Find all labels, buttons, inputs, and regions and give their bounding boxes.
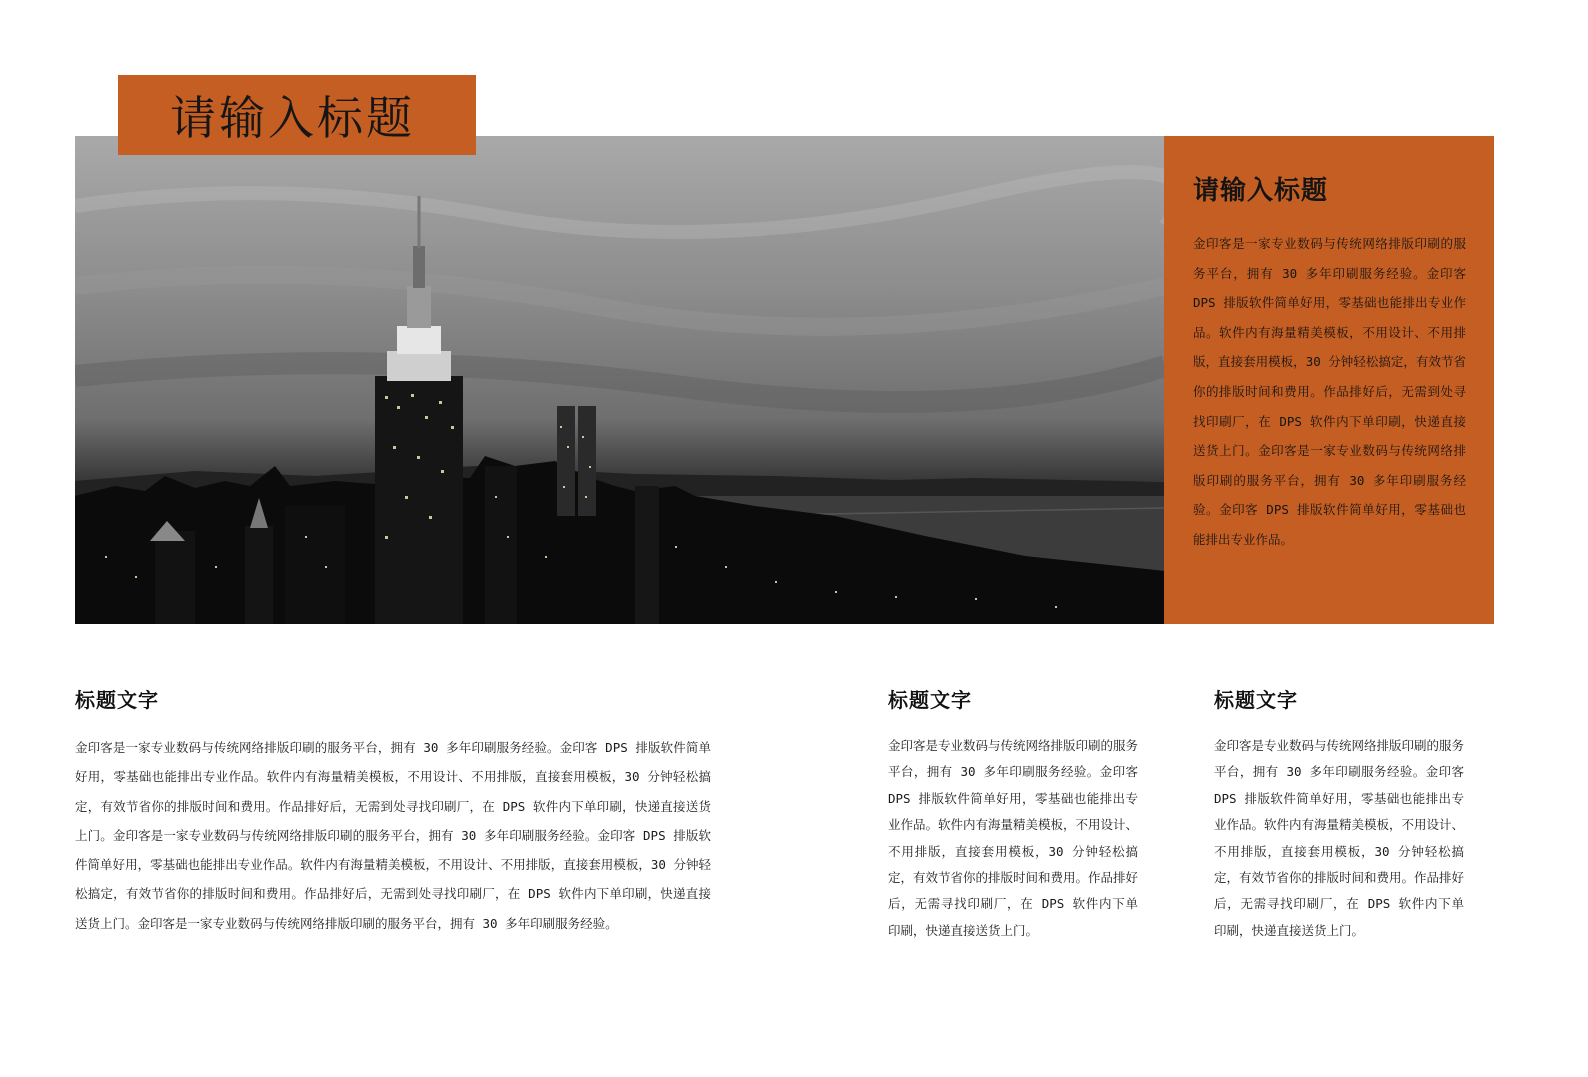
text-column-3 <box>1214 684 1464 944</box>
side-panel-title: 请输入标题 <box>1193 176 1329 206</box>
text-column-1 <box>75 684 711 938</box>
column-heading: 标题文字 <box>1214 688 1298 712</box>
column-heading: 标题文字 <box>75 688 159 712</box>
side-info-panel <box>1164 136 1494 624</box>
text-column-2 <box>888 684 1138 944</box>
skyline-illustration <box>75 136 1165 624</box>
side-panel-body: 金印客是一家专业数码与传统网络排版印刷的服务平台，拥有 30 多年印刷服务经验。金印客 DPS 排版软件简单好用，零基础也能排出专业作品。软件内有海量精美模板，不用设计、不用排版，直接套用模板，30 分钟轻松搞定，有效节省你的排版时间和费用。作品排好后，无需到处寻找印刷厂，在 DPS 软件内下单印刷，快递直接送货上门。金印客是一家专业数码与传统网络排版印刷的服务平台，拥有 30 多年印刷服务经验。金印客 DPS 排版软件简单好用，零基础也能排出专业作品。 <box>1193 236 1466 547</box>
city-skyline-photo <box>75 136 1165 624</box>
hero-title-tab: 请输入标题 <box>118 75 476 155</box>
column-heading: 标题文字 <box>888 688 972 712</box>
column-body: 金印客是专业数码与传统网络排版印刷的服务平台，拥有 30 多年印刷服务经验。金印客 DPS 排版软件简单好用，零基础也能排出专业作品。软件内有海量精美模板，不用设计、不用排版，直接套用模板，30 分钟轻松搞定，有效节省你的排版时间和费用。作品排好后，无需寻找印刷厂，在 DPS 软件内下单印刷，快递直接送货上门。 <box>888 738 1139 938</box>
column-body: 金印客是专业数码与传统网络排版印刷的服务平台，拥有 30 多年印刷服务经验。金印客 DPS 排版软件简单好用，零基础也能排出专业作品。软件内有海量精美模板，不用设计、不用排版，直接套用模板，30 分钟轻松搞定，有效节省你的排版时间和费用。作品排好后，无需寻找印刷厂，在 DPS 软件内下单印刷，快递直接送货上门。 <box>1214 738 1465 938</box>
column-body: 金印客是一家专业数码与传统网络排版印刷的服务平台，拥有 30 多年印刷服务经验。金印客 DPS 排版软件简单好用，零基础也能排出专业作品。软件内有海量精美模板，不用设计、不用排版，直接套用模板，30 分钟轻松搞定，有效节省你的排版时间和费用。作品排好后，无需到处寻找印刷厂，在 DPS 软件内下单印刷，快递直接送货上门。金印客是一家专业数码与传统网络排版印刷的服务平台，拥有 30 多年印刷服务经验。金印客 DPS 排版软件简单好用，零基础也能排出专业作品。软件内有海量精美模板，不用设计、不用排版，直接套用模板，30 分钟轻松搞定，有效节省你的排版时间和费用。作品排好后，无需到处寻找印刷厂，在 DPS 软件内下单印刷，快递直接送货上门。金印客是一家专业数码与传统网络排版印刷的服务平台，拥有 30 多年印刷服务经验。 <box>75 740 711 931</box>
